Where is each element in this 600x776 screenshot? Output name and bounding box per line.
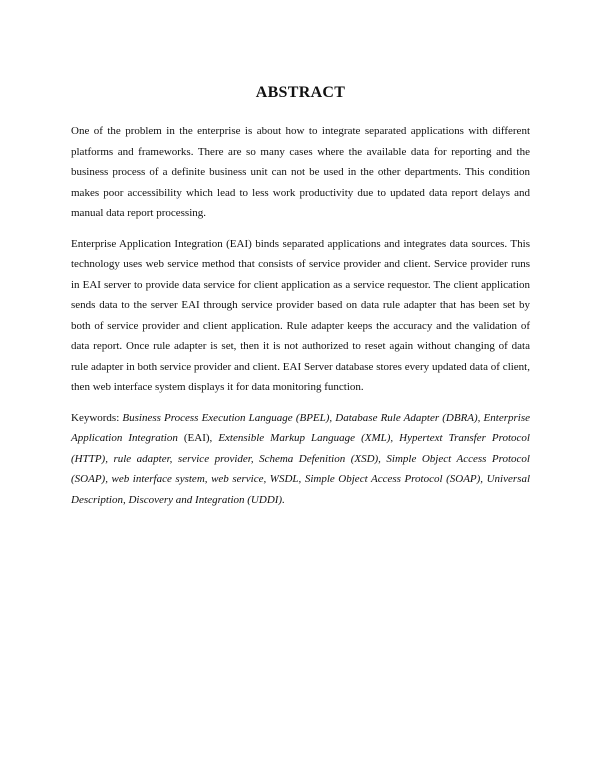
keywords-list-part-2: Extensible Markup Language (XML), Hypertext Transfer Protocol (HTTP), rule adapter, service provider, Schema Defenition (XSD), Simple Object Access Protocol (SOAP), web interface system, web service, WSDL, Simple Object Access Protocol (SOAP), Universal Description, Discovery and Integration (UDDI). <box>71 432 530 506</box>
abstract-paragraph-2: Enterprise Application Integration (EAI) binds separated applications and integrates data sources. This technology uses web service method that consists of service provider and client. Service provider runs in EAI server to provide data service for client application as a service requestor. The client application sends data to the server EAI through service provider based on data rule adapter that has been set by both of service provider and client application. Rule adapter keeps the accuracy and the validation of data report. Once rule adapter is set, then it is not authorized to reset again without changing of data rule adapter in both service provider and client. EAI Server database stores every updated data of client, then web interface system displays it for data monitoring function. <box>71 237 530 393</box>
keywords-label: Keywords: <box>71 411 123 424</box>
keywords-paragraph <box>71 408 530 511</box>
abstract-heading: ABSTRACT <box>255 84 346 101</box>
keywords-eai: (EAI), <box>177 432 219 444</box>
keywords-list-part-1: Business Process Execution Language (BPEL), Database Rule Adapter (DBRA), Enterprise Application Integration <box>71 411 530 444</box>
abstract-paragraph-1: One of the problem in the enterprise is about how to integrate separated applications with different platforms and frameworks. There are so many cases where the available data for reporting and the business process of a definite business unit can not be used in the other departments. This condition makes poor accessibility which lead to less work productivity due to updated data report delays and manual data report processing. <box>71 125 530 219</box>
